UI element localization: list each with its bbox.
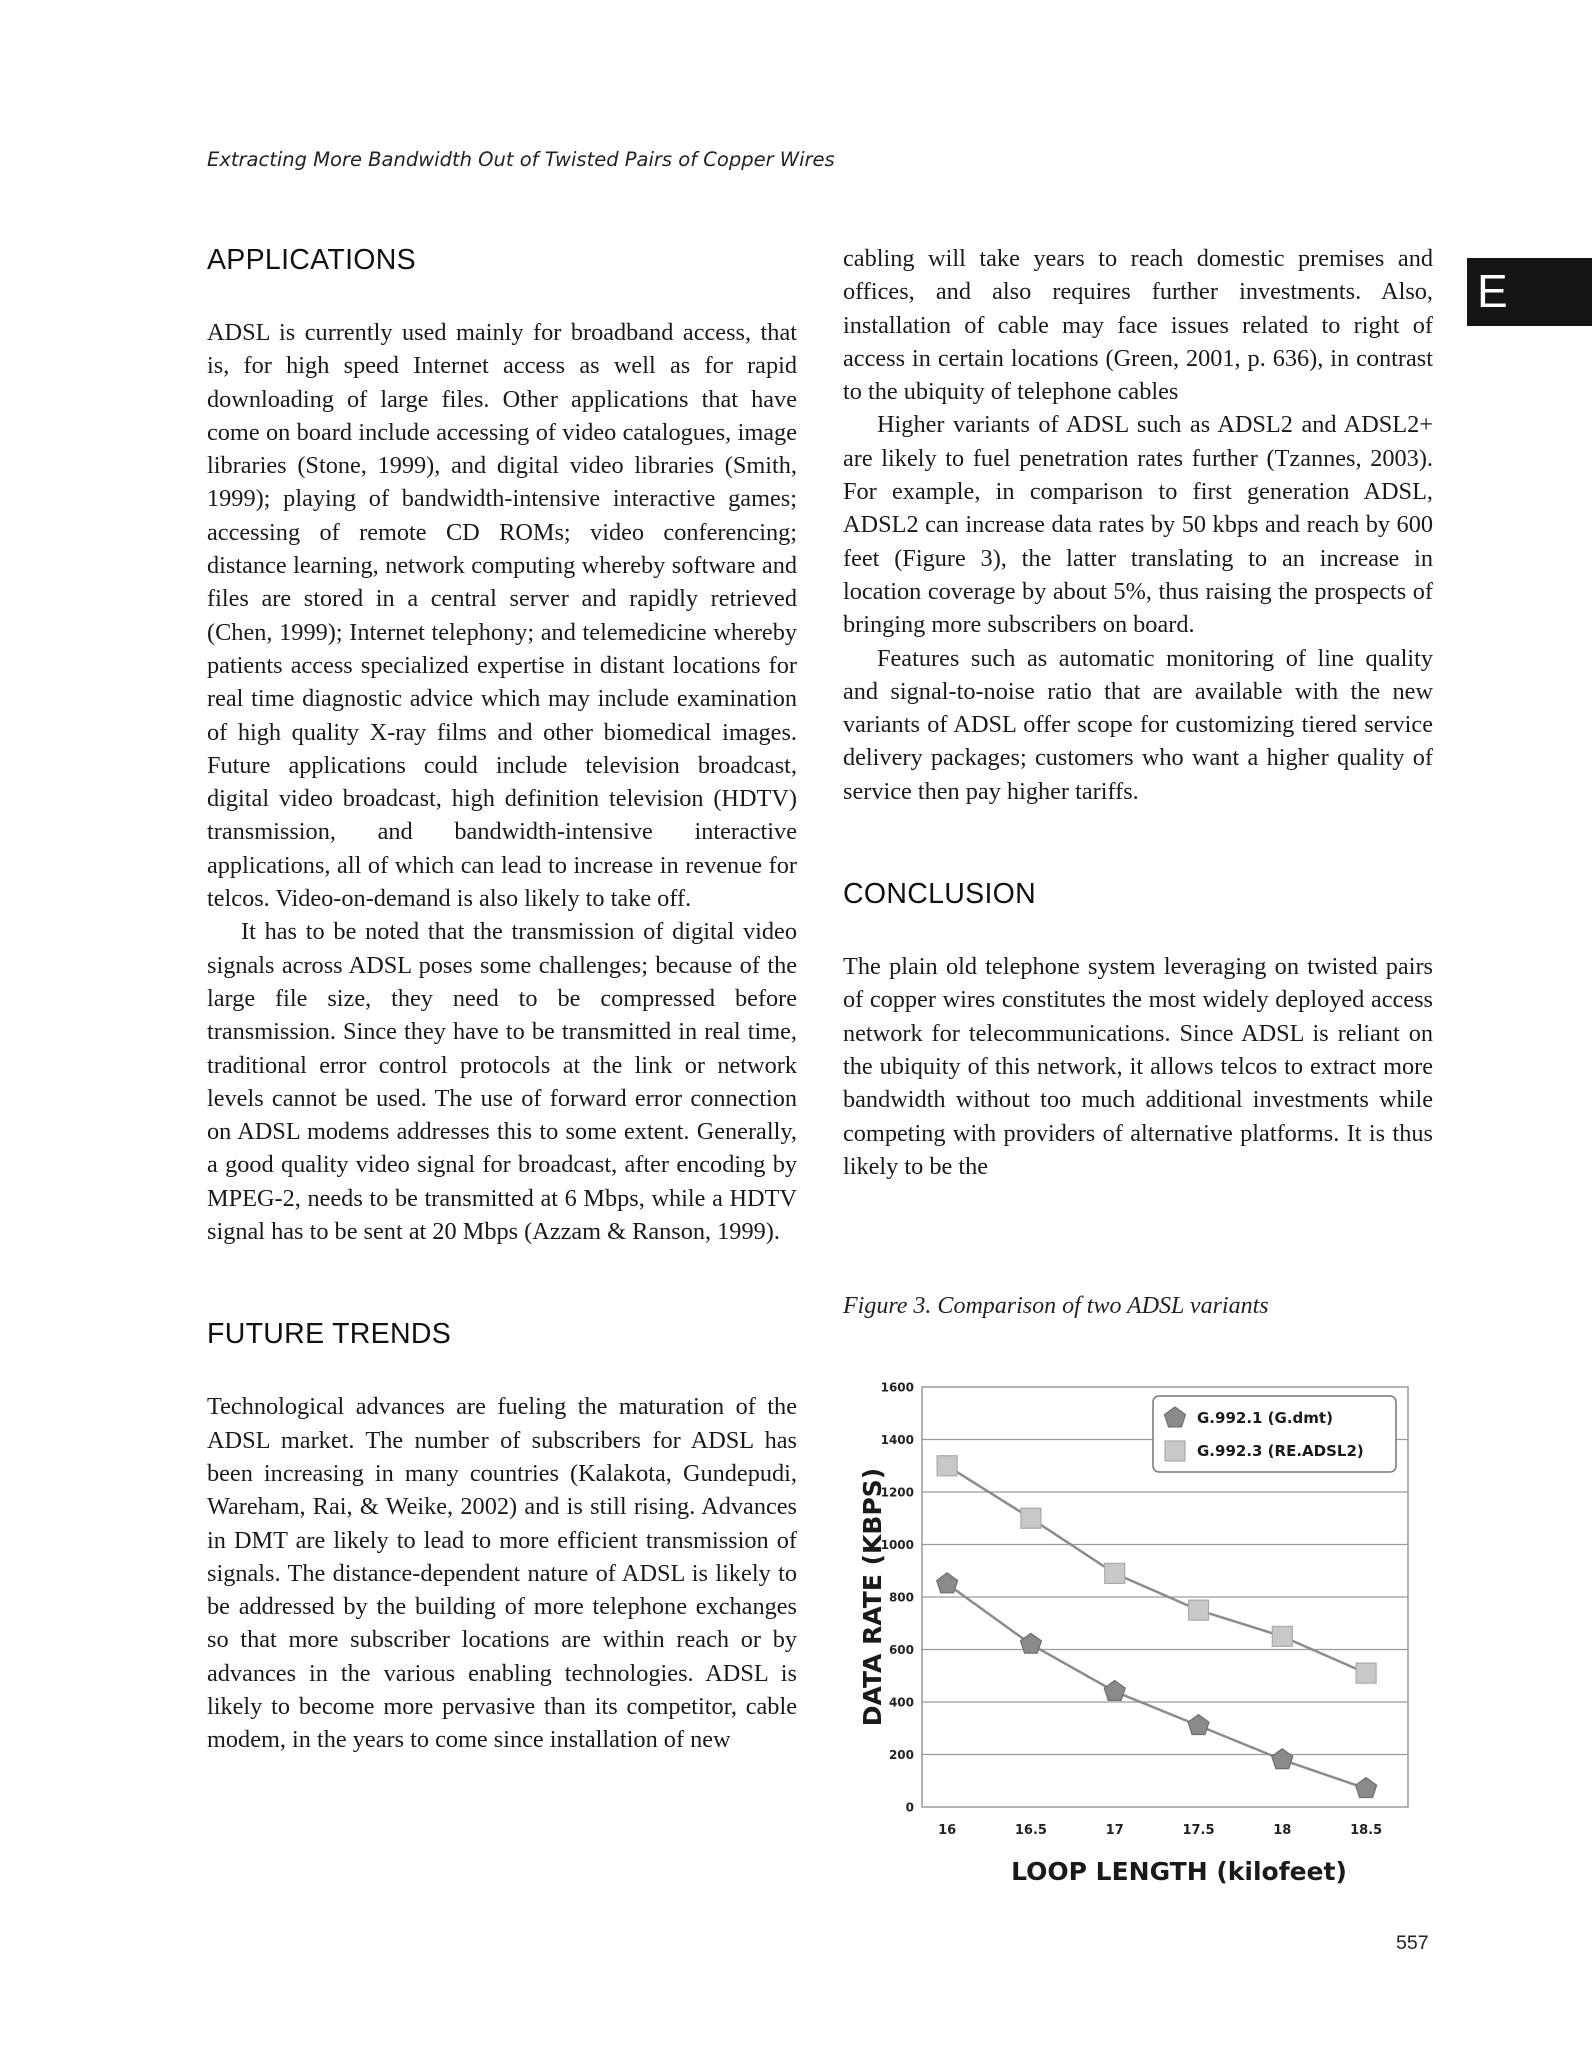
chart-svg	[855, 1365, 1425, 1890]
x-tick-label: 18	[1273, 1823, 1292, 1838]
future-trends-paragraph-1-continued: cabling will take years to reach domestic premises and offices, and also requires further investments. Also, installation of cable may face issues related to right of access in certain locations (Green, 2001, p. 636), in contrast to the ubiquity of telephone cables	[843, 245, 1433, 406]
y-tick-label: 600	[888, 1643, 914, 1657]
y-tick-label: 800	[888, 1590, 914, 1605]
series-2-point	[1272, 1626, 1292, 1646]
x-axis-label: LOOP LENGTH (kilofeet)	[1011, 1857, 1347, 1886]
legend-marker-2	[1165, 1441, 1185, 1461]
future-trends-paragraph-3: Features such as automatic monitoring of line quality and signal-to-noise ratio that are available with the new variants of ADSL offer scope for customizing tiered service delivery packages; customers who want a higher quality of service then pay higher tariffs.	[843, 644, 1433, 805]
x-tick-label: 16	[938, 1823, 957, 1838]
y-tick-label: 1000	[880, 1538, 914, 1552]
future-trends-paragraph-2: Higher variants of ADSL such as ADSL2 and ADSL2+ are likely to fuel penetration rates further (Tzannes, 2003). For example, in comparison to first generation ADSL, ADSL2 can increase data rates by 50 kbps and reach by 600 feet (Figure 3), the latter translating to an increase in location coverage by about 5%, thus raising the prospects of bringing more subscribers on board.	[843, 411, 1433, 639]
series-2-point	[937, 1456, 957, 1476]
y-tick-label: 1600	[880, 1380, 914, 1395]
section-tab	[1467, 258, 1592, 326]
y-tick-label: 400	[888, 1695, 914, 1710]
series-2-point	[1105, 1563, 1125, 1583]
applications-heading: APPLICATIONS	[207, 244, 416, 276]
legend-label-1: G.992.1 (G.dmt)	[1197, 1409, 1333, 1427]
running-head: Extracting More Bandwidth Out of Twisted Pairs of Copper Wires	[207, 148, 835, 171]
future-trends-heading: FUTURE TRENDS	[207, 1318, 452, 1351]
series-2-point	[1356, 1663, 1376, 1683]
section-tab-letter: E	[1477, 265, 1508, 317]
x-tick-label: 17.5	[1182, 1823, 1215, 1838]
series-2-point	[1021, 1508, 1041, 1528]
right-column	[843, 242, 1433, 1183]
applications-paragraph-1: ADSL is currently used mainly for broadband access, that is, for high speed Internet access as well as for rapid downloading of large files. Other applications that have come on board include accessing of video catalogues, image libraries (Stone, 1999), and digital video libraries (Smith, 1999); playing of bandwidth-intensive interactive games; accessing of remote CD ROMs; video conferencing; distance learning, network computing whereby software and files are stored in a central server and rapidly retrieved (Chen, 1999); Internet telephony; and telemedicine whereby patients access specialized expertise in distant locations for real time diagnostic advice which may include examination of high quality X-ray films and other biomedical images. Future applications could include television broadcast, digital video broadcast, high definition television (HDTV) transmission, and bandwidth-intensive interactive applications, all of which can lead to increase in revenue for telcos. Video-on-demand is also likely to take off.	[207, 319, 797, 913]
legend-label-2: G.992.3 (RE.ADSL2)	[1197, 1442, 1364, 1460]
y-tick-label: 200	[888, 1748, 914, 1762]
left-column	[207, 242, 797, 1757]
x-tick-label: 18.5	[1350, 1823, 1383, 1838]
applications-paragraph-2: It has to be noted that the transmission of digital video signals across ADSL poses some challenges; because of the large file size, they need to be compressed before transmission. Since they have to be transmitted in real time, traditional error control protocols at the link or network levels cannot be used. The use of forward error connection on ADSL modems addresses this to some extent. Generally, a good quality video signal for broadcast, after encoding by MPEG-2, needs to be transmitted at 6 Mbps, while a HDTV signal has to be sent at 20 Mbps (Azzam & Ranson, 1999).	[207, 918, 797, 1246]
x-tick-label: 16.5	[1014, 1823, 1047, 1838]
conclusion-paragraph-1: The plain old telephone system leveraging on twisted pairs of copper wires constitutes the most widely deployed access network for telecommunications. Since ADSL is reliant on the ubiquity of this network, it allows telcos to extract more bandwidth without too much additional investments while competing with providers of alternative platforms. It is thus likely to be the	[843, 953, 1433, 1180]
y-axis-label: DATA RATE (KBPS)	[858, 1467, 887, 1727]
series-2-point	[1189, 1600, 1209, 1620]
conclusion-heading: CONCLUSION	[843, 878, 1037, 911]
x-tick-label: 17	[1105, 1823, 1124, 1838]
figure-caption: Figure 3. Comparison of two ADSL variants	[843, 1293, 1269, 1319]
page-number: 557	[1396, 1932, 1429, 1954]
y-tick-label: 0	[905, 1800, 914, 1815]
figure-3-chart	[855, 1365, 1425, 1890]
future-trends-paragraph-1: Technological advances are fueling the maturation of the ADSL market. The number of subscribers for ADSL has been increasing in many countries (Kalakota, Gundepudi, Wareham, Rai, & Weike, 2002) and is still rising. Advances in DMT are likely to lead to more efficient transmission of signals. The distance-dependent nature of ADSL is likely to be addressed by the building of more telephone exchanges so that more subscriber locations are within reach or by advances in the various enabling technologies. ADSL is likely to become more pervasive than its competitor, cable modem, in the years to come since installation of new	[207, 1393, 797, 1754]
y-tick-label: 1200	[880, 1485, 914, 1500]
y-tick-label: 1400	[880, 1433, 914, 1447]
legend-box	[1153, 1396, 1396, 1472]
